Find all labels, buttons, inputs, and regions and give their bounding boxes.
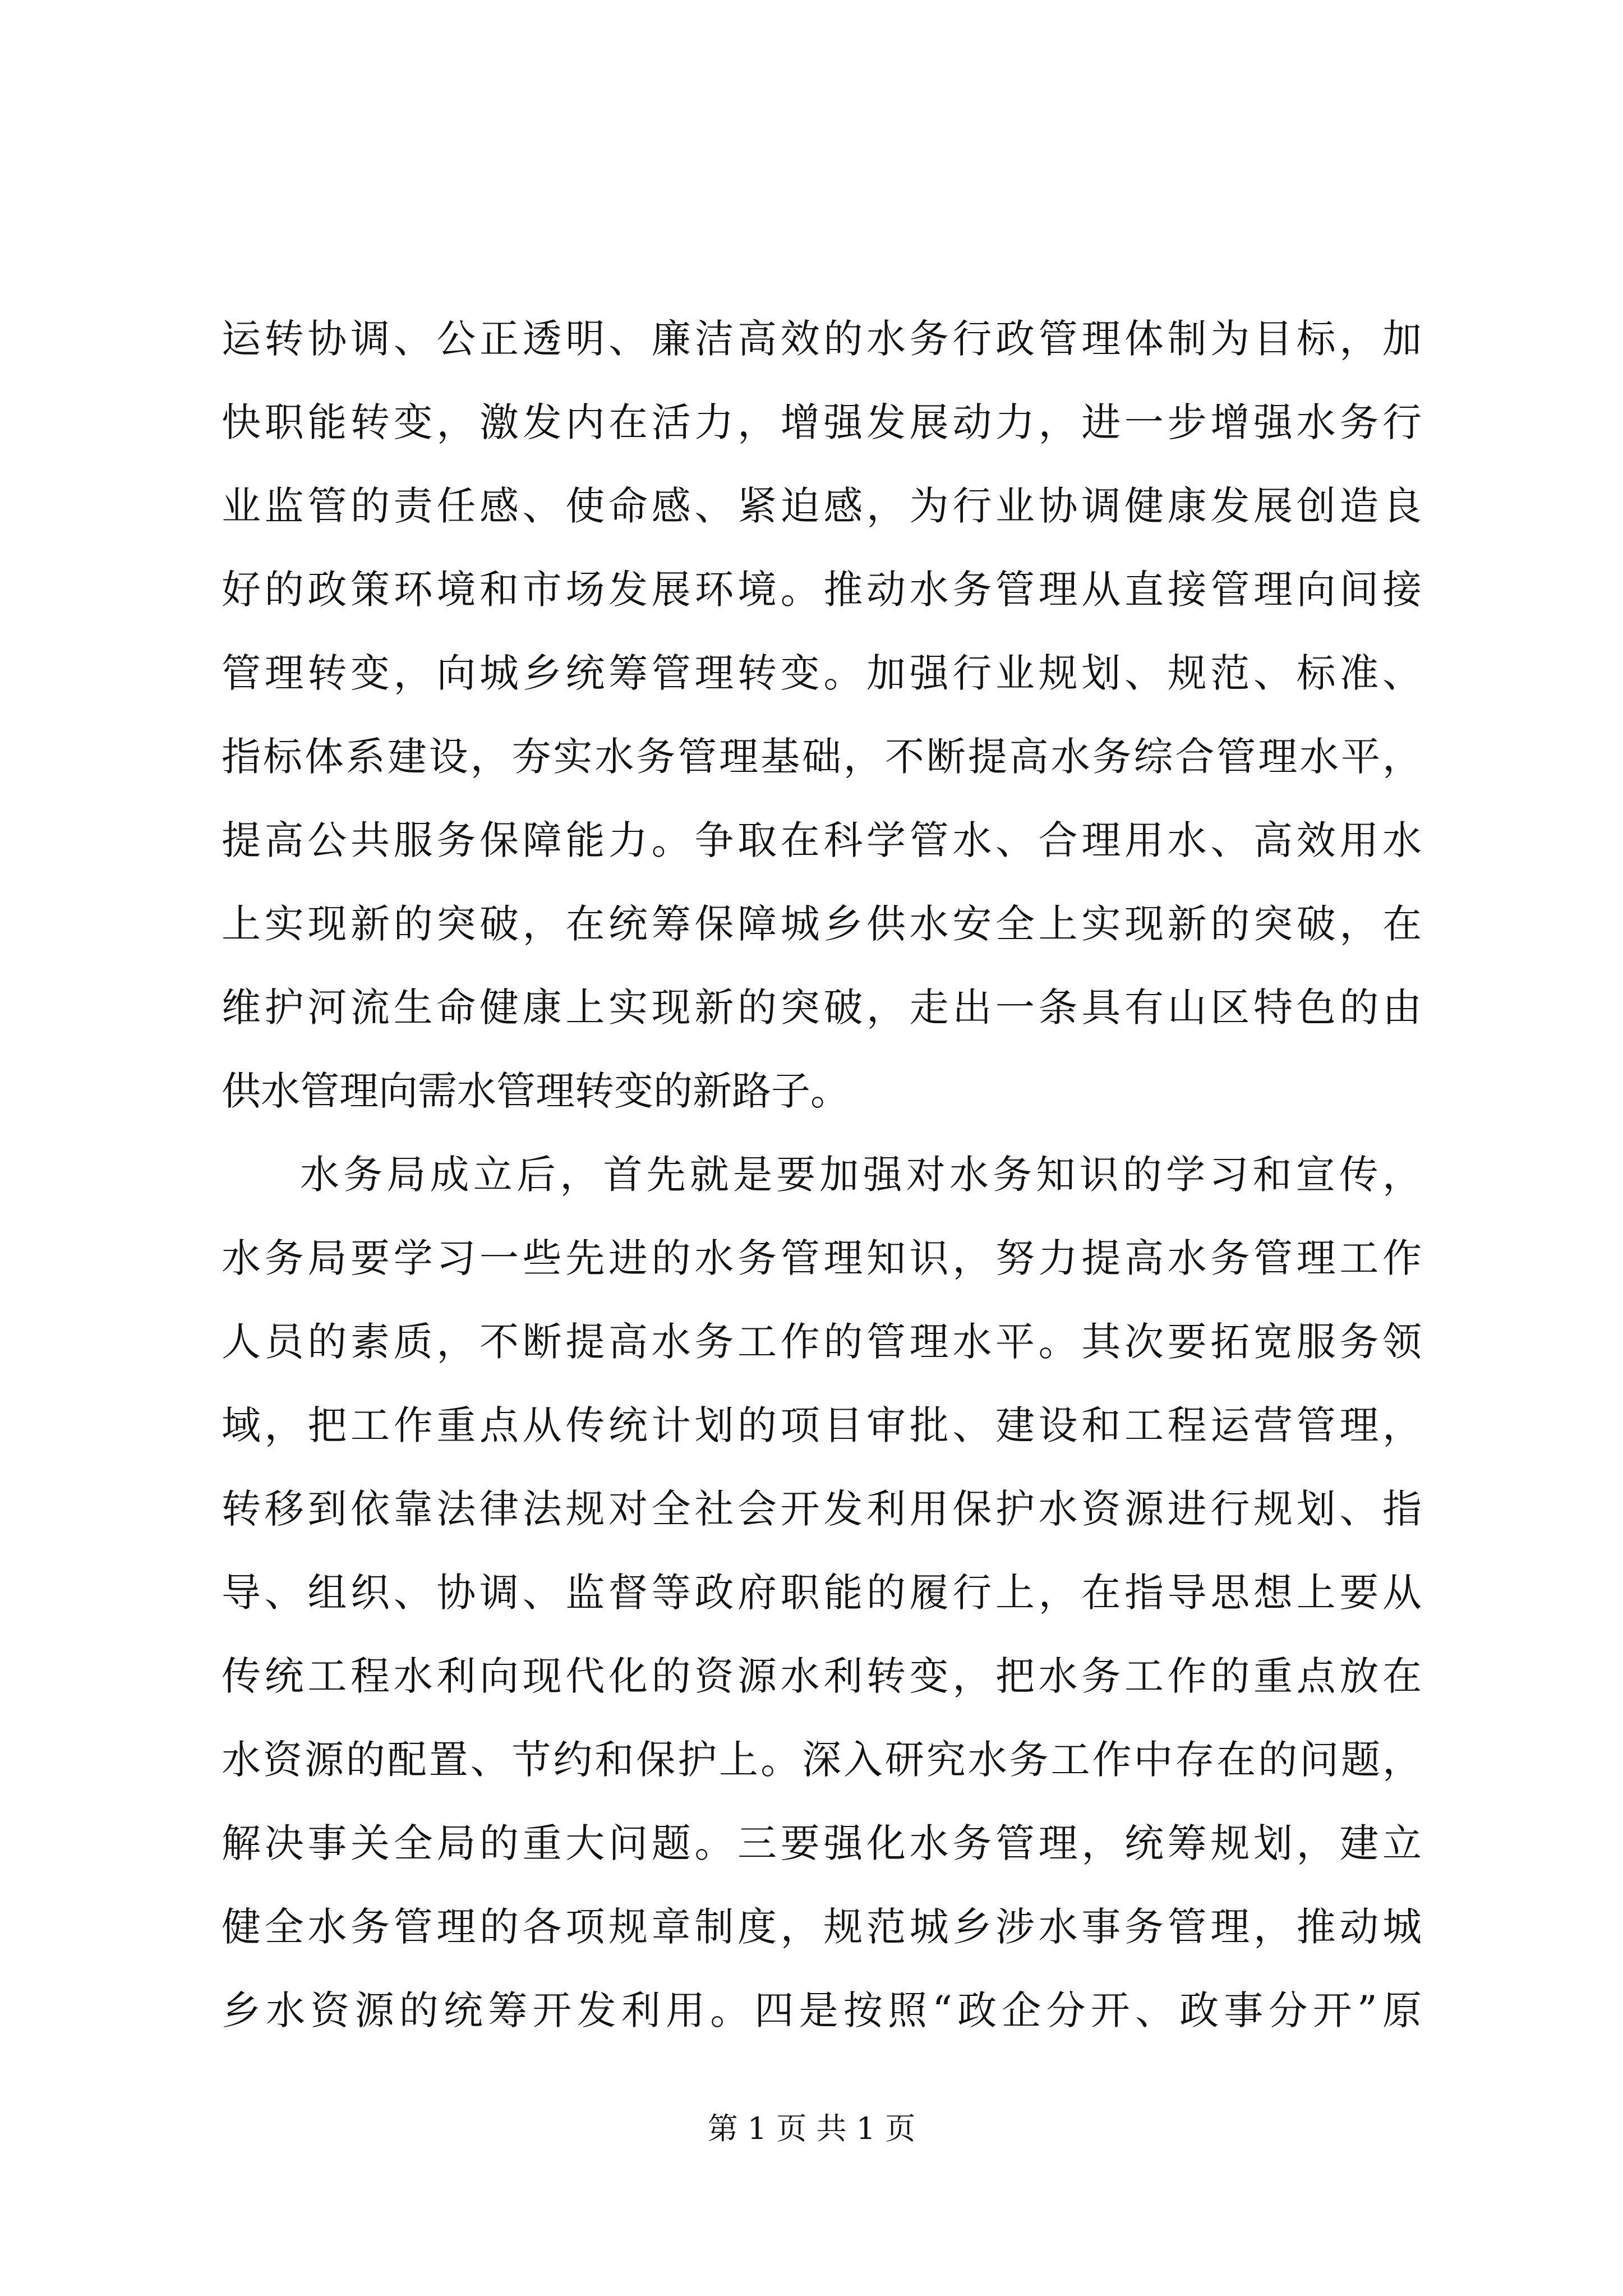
body-text [222,297,1422,2053]
text-line: 快职能转变，激发内在活力，增强发展动力，进一步增强水务行 [222,399,1422,445]
text-line: 解决事关全局的重大问题。三要强化水务管理，统筹规划，建立 [222,1820,1422,1866]
text-line: 业监管的责任感、使命感、紧迫感，为行业协调健康发展创造良 [222,483,1422,529]
text-line: 提高公共服务保障能力。争取在科学管水、合理用水、高效用水 [222,817,1422,863]
text-line: 指标体系建设，夯实水务管理基础，不断提高水务综合管理水平， [222,734,1422,780]
text-line: 域，把工作重点从传统计划的项目审批、建设和工程运营管理， [222,1402,1422,1448]
text-line: 健全水务管理的各项规章制度，规范城乡涉水事务管理，推动城 [222,1904,1422,1950]
text-line: 人员的素质，不断提高水务工作的管理水平。其次要拓宽服务领 [222,1319,1422,1365]
text-line: 运转协调、公正透明、廉洁高效的水务行政管理体制为目标，加 [222,316,1422,362]
text-line: 转移到依靠法律法规对全社会开发利用保护水资源进行规划、指 [222,1486,1422,1532]
text-line: 水务局成立后，首先就是要加强对水务知识的学习和宣传， [300,1152,1422,1198]
page-footer: 第 1 页 共 1 页 [707,2111,916,2146]
text-line: 管理转变，向城乡统筹管理转变。加强行业规划、规范、标准、 [222,650,1422,696]
text-line: 乡水资源的统筹开发利用。四是按照“政企分开、政事分开”原 [222,1987,1422,2033]
text-line: 上实现新的突破，在统筹保障城乡供水安全上实现新的突破，在 [222,901,1422,947]
text-line: 水资源的配置、节约和保护上。深入研究水务工作中存在的问题， [222,1737,1422,1783]
text-line: 水务局要学习一些先进的水务管理知识，努力提高水务管理工作 [222,1235,1422,1281]
text-line: 传统工程水利向现代化的资源水利转变，把水务工作的重点放在 [222,1653,1422,1699]
text-line: 导、组织、协调、监督等政府职能的履行上，在指导思想上要从 [222,1570,1422,1616]
text-line: 供水管理向需水管理转变的新路子。 [222,1068,850,1114]
text-line: 好的政策环境和市场发展环境。推动水务管理从直接管理向间接 [222,567,1422,613]
text-line: 维护河流生命健康上实现新的突破，走出一条具有山区特色的由 [222,984,1422,1030]
